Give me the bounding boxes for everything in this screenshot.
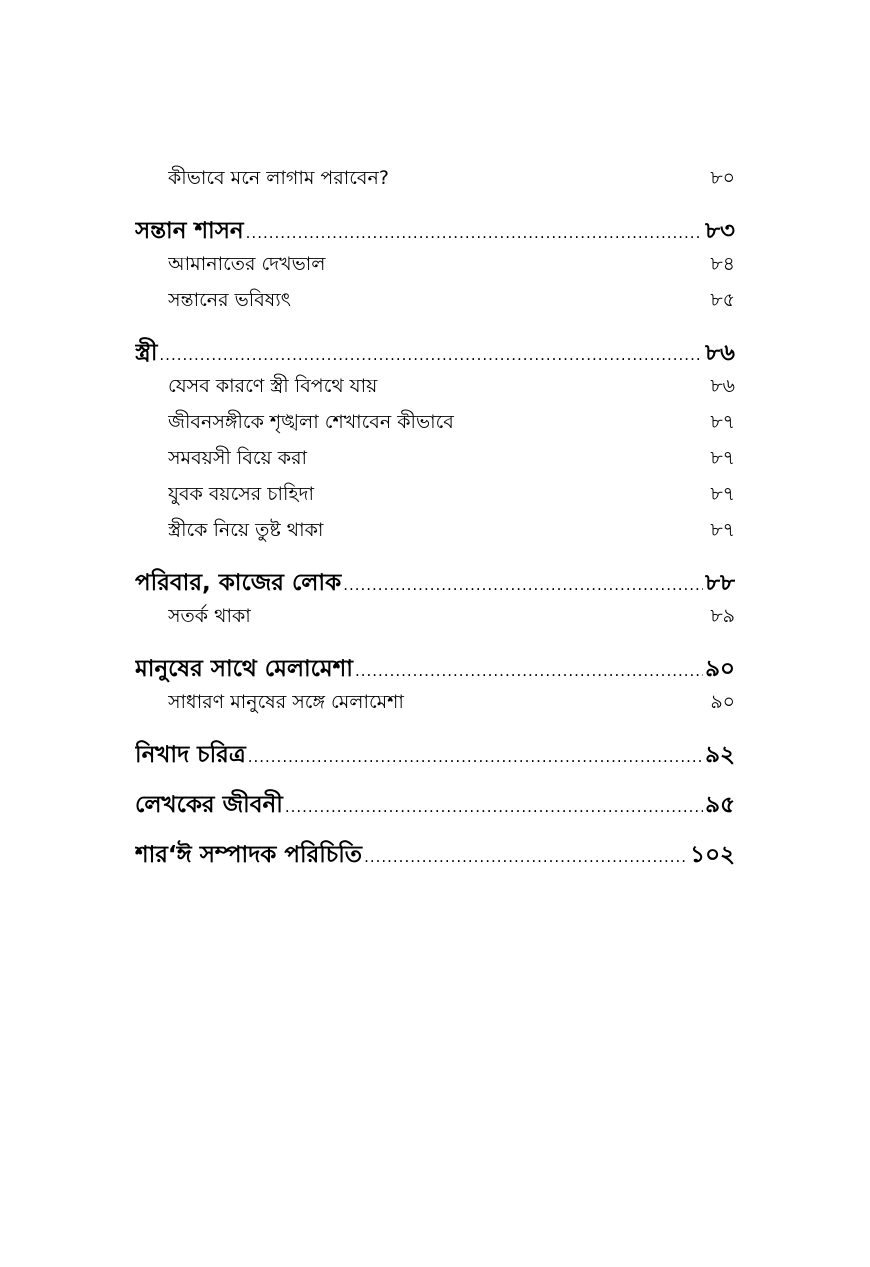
toc-entry-heading[interactable] <box>135 736 735 775</box>
toc-entry-heading[interactable] <box>135 836 735 875</box>
dot-leader <box>248 748 703 766</box>
entry-page-number: ৮৭ <box>710 483 735 505</box>
entry-title: সন্তান শাসন <box>135 218 244 244</box>
toc-entry-sub[interactable] <box>168 408 735 440</box>
entry-title: লেখকের জীবনী <box>135 792 283 818</box>
entry-page-number: ৮৭ <box>710 447 735 469</box>
entry-page-number: ৮৭ <box>710 519 735 541</box>
toc-entry-heading[interactable] <box>135 650 735 689</box>
toc-entry-sub[interactable] <box>168 372 735 404</box>
dot-leader <box>159 346 703 364</box>
toc-entry-sub[interactable] <box>168 444 735 476</box>
entry-page-number: ৯৫ <box>705 792 735 818</box>
dot-leader <box>343 576 703 594</box>
entry-title: সাধারণ মানুষের সঙ্গে মেলামেশা <box>168 691 404 713</box>
entry-page-number: ৯০ <box>705 656 735 682</box>
dot-leader <box>285 798 703 816</box>
entry-title: পরিবার, কাজের লোক <box>135 570 342 596</box>
dot-leader <box>355 662 703 680</box>
toc-entry-sub[interactable] <box>168 516 735 548</box>
toc-entry-sub[interactable] <box>168 286 735 318</box>
toc-entry-sub[interactable] <box>168 480 735 512</box>
entry-page-number: ৮৩ <box>705 218 735 244</box>
entry-page-number: ৮৯ <box>710 605 735 627</box>
entry-page-number: ৮৭ <box>710 411 735 433</box>
entry-page-number: ৮৬ <box>710 375 735 397</box>
entry-title: সমবয়সী বিয়ে করা <box>168 447 308 469</box>
entry-page-number: ১০২ <box>690 842 735 868</box>
entry-page-number: ৯০ <box>710 691 735 713</box>
entry-title: যেসব কারণে স্ত্রী বিপথে যায় <box>168 375 378 397</box>
dot-leader <box>364 848 688 866</box>
toc-entry-sub[interactable] <box>168 164 735 196</box>
entry-title: নিখাদ চরিত্র <box>135 742 246 768</box>
entry-title: মানুষের সাথে মেলামেশা <box>135 656 353 682</box>
entry-page-number: ৯২ <box>705 742 735 768</box>
entry-title: যুবক বয়সের চাহিদা <box>168 483 314 505</box>
entry-page-number: ৮৪ <box>710 253 735 275</box>
entry-page-number: ৮০ <box>710 167 735 189</box>
toc-entry-heading[interactable] <box>135 334 735 373</box>
entry-title: স্ত্রী <box>135 340 158 366</box>
entry-title: সতর্ক থাকা <box>168 605 251 627</box>
toc-entry-sub[interactable] <box>168 602 735 634</box>
toc-entry-sub[interactable] <box>168 250 735 282</box>
toc-entry-heading[interactable] <box>135 786 735 825</box>
entry-title: জীবনসঙ্গীকে শৃঙ্খলা শেখাবেন কীভাবে <box>168 411 454 433</box>
entry-page-number: ৮৫ <box>710 289 735 311</box>
entry-title: কীভাবে মনে লাগাম পরাবেন? <box>168 167 389 189</box>
entry-title: সন্তানের ভবিষ্যৎ <box>168 289 291 311</box>
entry-page-number: ৮৮ <box>705 570 735 596</box>
toc-entry-heading[interactable] <box>135 212 735 251</box>
entry-title: শার‘ঈ সম্পাদক পরিচিতি <box>135 842 363 868</box>
dot-leader <box>246 224 703 242</box>
toc-entry-heading[interactable] <box>135 564 735 603</box>
toc-entry-sub[interactable] <box>168 688 735 720</box>
entry-page-number: ৮৬ <box>705 340 735 366</box>
entry-title: আমানাতের দেখভাল <box>168 253 326 275</box>
entry-title: স্ত্রীকে নিয়ে তুষ্ট থাকা <box>168 519 324 541</box>
